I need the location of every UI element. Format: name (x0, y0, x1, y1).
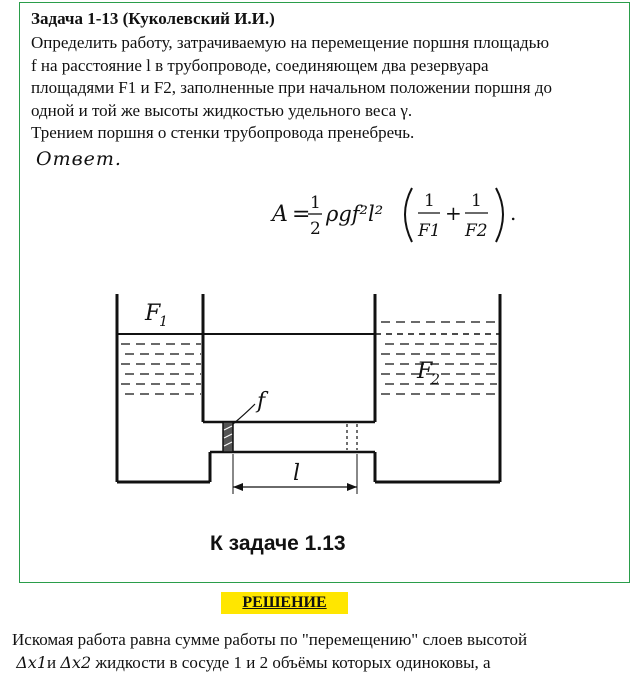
formula-coef-den: 2 (310, 219, 321, 239)
statement-line-4: одной и той же высоты жидкостью удельного веса γ. (31, 100, 413, 120)
formula-frac2-num: 1 (471, 191, 482, 211)
var-dx2: Δx2 (60, 653, 92, 672)
dim-arrow-right (347, 483, 357, 491)
dim-arrow-left (233, 483, 243, 491)
answer-formula (270, 176, 540, 250)
label-f: f (257, 389, 266, 414)
formula-frac1-den: F1 (418, 221, 441, 241)
friction-note: Трением поршня о стенки трубопровода пренебречь. (31, 123, 415, 142)
formula-body: ρgf²l² (326, 202, 384, 226)
solution-heading: РЕШЕНИЕ (242, 594, 327, 611)
figure-caption: К задаче 1.13 (210, 532, 346, 555)
formula-right-paren (496, 188, 503, 242)
solution-line-2 (12, 651, 630, 674)
label-f1: F (145, 301, 161, 326)
problem-title: Задача 1-13 (Куколевский И.И.) (31, 9, 275, 28)
formula-lhs: A (272, 202, 288, 227)
left-liquid-hatch (121, 344, 201, 394)
problem-statement (31, 32, 621, 145)
label-f1-sub: 1 (159, 314, 168, 330)
solution-line-1: Искомая работа равна сумме работы по "перемещению" слоев высотой (12, 630, 528, 649)
solution-highlight (221, 592, 348, 614)
solution-text (12, 628, 630, 674)
statement-line-3: площадями F1 и F2, заполненные при начальном положении поршня до (31, 78, 552, 97)
formula-left-paren (405, 188, 412, 242)
solution-line-2-rest: жидкости в сосуде 1 и 2 объёмы которых одиноковы, а (95, 653, 491, 672)
conj-i: и (47, 653, 57, 672)
formula-frac2-den: F2 (465, 221, 488, 241)
formula-coef-num: 1 (310, 193, 321, 213)
statement-line-2: f на расстояние l в трубопроводе, соединяющем два резервуара (31, 55, 489, 75)
label-l: l (293, 461, 301, 486)
formula-eq: = (292, 202, 311, 227)
label-f2: F (417, 359, 433, 384)
var-dx1: Δx1 (16, 653, 48, 672)
answer-label: Ответ. (36, 148, 122, 170)
label-f2-sub: 2 (431, 372, 440, 388)
formula-plus: + (445, 201, 462, 225)
formula-end: . (510, 201, 517, 225)
piston-diagram (105, 282, 515, 502)
statement-line-1: Определить работу, затрачиваемую на перемещение поршня площадью (31, 33, 550, 52)
formula-frac1-num: 1 (424, 191, 435, 211)
